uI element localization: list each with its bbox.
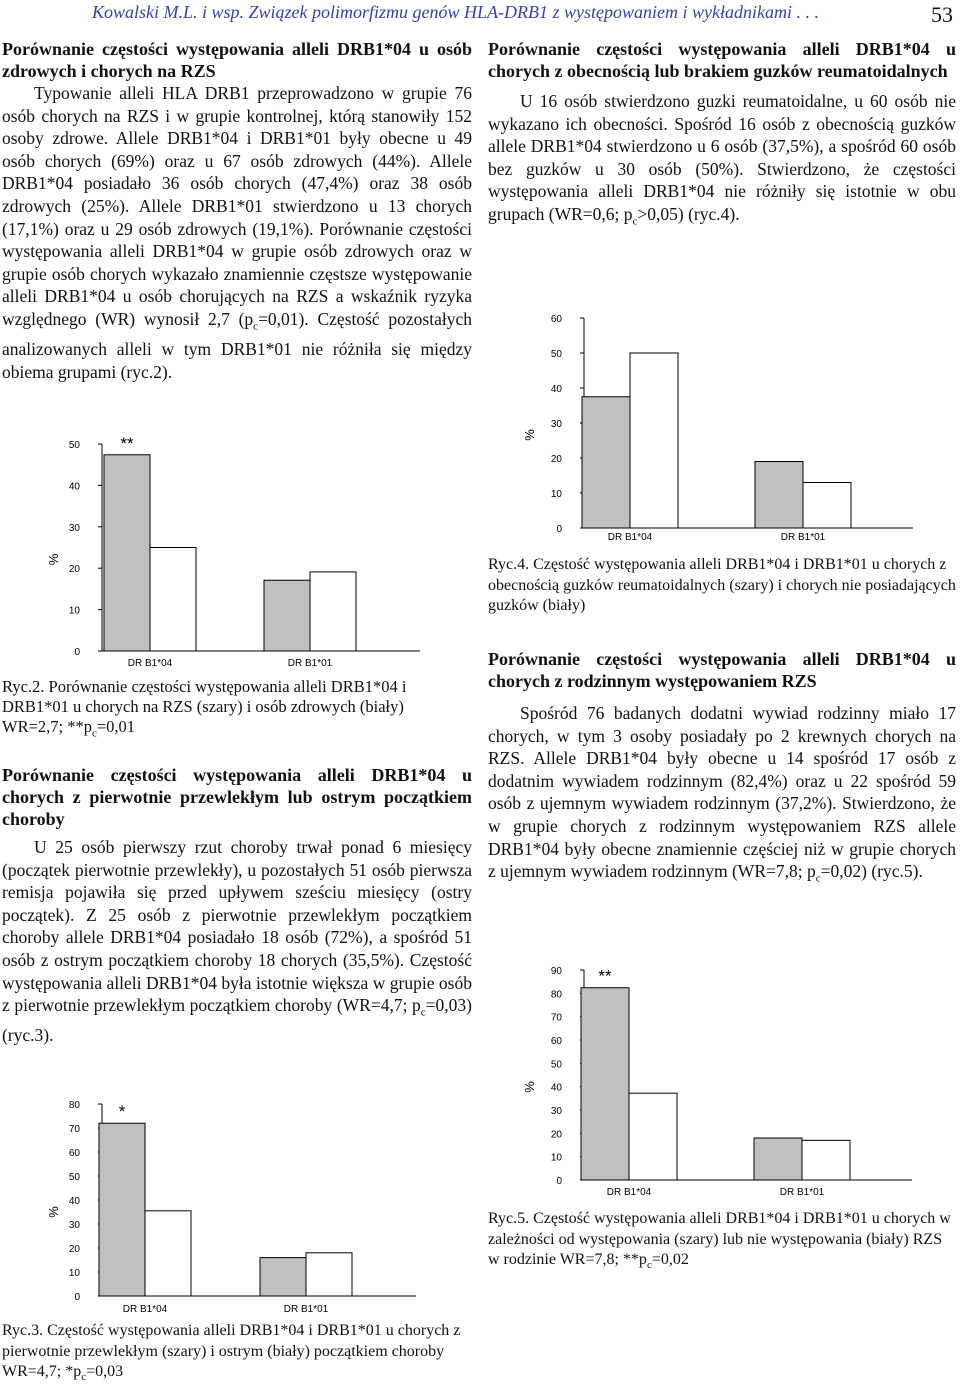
section-heading: Porównanie częstości występowania alleli DRB1*04 u chorych z obecnością lub brakiem guzków reumatoidalnych — [488, 39, 956, 81]
figure-caption-ryc3: Ryc.3. Częstość występowania alleli DRB1*04 i DRB1*01 u chorych z pierwotnie przewlekłym (szary) i ostrym (biały) początkiem choroby WR=4,7; $*p_c=0,03$ — [2, 1322, 461, 1384]
y-tick-label: 70 — [68, 1124, 80, 1135]
y-tick-label: 30 — [550, 419, 562, 430]
y-axis-label: % — [522, 1081, 537, 1093]
y-tick-label: 10 — [550, 489, 562, 500]
figure-caption-ryc2: Ryc.2. Porównanie częstości występowania alleli DRB1*04 i DRB1*01 u chorych na RZS (szary) i osób zdrowych (biały) WR=2,7; $**p_c=0,01$ — [2, 677, 407, 740]
y-tick-label: 0 — [74, 647, 80, 658]
y-tick-label: 50 — [550, 349, 562, 360]
section-heading: Porównanie częstości występowania alleli DRB1*04 u chorych z rodzinnym występowaniem RZS — [488, 649, 956, 691]
chart-ryc2 — [40, 428, 480, 680]
bar — [264, 580, 310, 651]
bar — [310, 572, 356, 651]
significance-marker: ** — [598, 966, 612, 986]
bar — [630, 353, 678, 528]
bar — [260, 1258, 306, 1296]
paragraph: U 16 osób stwierdzono guzki reumatoidalne, u 60 osób nie wykazano ich obecności. Spośród 16 osób z obecnością guzków allele DRB1*04 stwierdzono u 6 osób (37,5%), a spośród 60 osób bez guzków u 30 osób (50%). Stwierdzono, że częstości występowania alleli DRB1*04 nie różniły się istotnie w obu grupach (WR=0,6; $p_c>0,05$) (ryc.4). — [488, 91, 956, 228]
y-tick-label: 90 — [550, 966, 562, 977]
x-tick-label: DR B1*01 — [287, 658, 333, 669]
y-tick-label: 60 — [550, 314, 562, 325]
y-tick-label: 0 — [556, 524, 562, 535]
right-section-1 — [488, 38, 956, 233]
x-tick-label: DR B1*04 — [127, 658, 173, 669]
x-tick-label: DR B1*04 — [606, 1187, 652, 1198]
y-tick-label: 10 — [550, 1152, 562, 1164]
significance-marker: * — [118, 1102, 126, 1122]
x-tick-label: DR B1*01 — [780, 532, 826, 543]
bar — [581, 988, 629, 1180]
running-header — [92, 0, 957, 28]
y-tick-label: 80 — [68, 1100, 80, 1111]
chart-ryc3 — [40, 1092, 480, 1318]
y-tick-label: 30 — [550, 1106, 562, 1117]
bar — [99, 1123, 145, 1296]
bar — [150, 548, 196, 652]
bar — [145, 1211, 191, 1296]
y-tick-label: 50 — [68, 1172, 80, 1183]
chart-ryc5 — [520, 958, 960, 1204]
y-tick-label: 60 — [550, 1036, 562, 1047]
y-tick-label: 10 — [68, 605, 80, 617]
x-tick-label: DR B1*04 — [122, 1304, 168, 1315]
section-heading: Porównanie częstości występowania alleli DRB1*04 u chorych z pierwotnie przewlekłym lub ostrym początkiem choroby — [2, 765, 472, 829]
section-heading: Porównanie częstości występowania alleli DRB1*04 u osób zdrowych i chorych na RZS — [2, 39, 472, 81]
right-section-2 — [488, 648, 956, 890]
y-tick-label: 20 — [550, 454, 562, 465]
y-tick-label: 0 — [74, 1292, 80, 1303]
bar — [754, 1138, 802, 1180]
y-axis-label: % — [46, 553, 61, 566]
y-axis-label: % — [46, 1206, 61, 1218]
y-tick-label: 50 — [68, 440, 80, 451]
y-tick-label: 40 — [550, 384, 562, 395]
y-tick-label: 40 — [68, 481, 80, 493]
bar — [582, 397, 630, 528]
left-section-1 — [2, 38, 472, 383]
significance-marker: ** — [120, 433, 134, 453]
paragraph: Typowanie alleli HLA DRB1 przeprowadzono w grupie 76 osób chorych na RZS i w grupie kontrolnej, którą stanowiły 152 osoby zdrowe. Allele DRB1*04 i DRB1*01 były obecne u 49 osób chorych (69%) oraz u 67 osób zdrowych (44%). Allele DRB1*04 posiadało 36 osób chorych (47,4%) oraz 38 osób zdrowych (25%). Allele DRB1*01 stwierdzono u 13 chorych (17,1%) oraz u 29 osób zdrowych (19,1%). Porównanie częstości występowania alleli DRB1*04 w grupie osób zdrowych oraz w grupie osób chorych wykazało znamiennie częstsze występowanie alleli DRB1*04 u osób chorujących na RZS a wskaźnik ryzyka względnego (WR) wynosił 2,7 $(p_c=0,01)$. Częstość pozostałych analizowanych alleli w tym DRB1*01 nie różniła się między obiema grupami (ryc.2). — [2, 83, 472, 382]
bar — [104, 455, 150, 651]
x-tick-label: DR B1*01 — [283, 1304, 329, 1315]
y-tick-label: 40 — [68, 1196, 80, 1207]
y-tick-label: 20 — [68, 1244, 80, 1255]
chart-ryc4 — [520, 306, 960, 550]
y-tick-label: 80 — [550, 989, 562, 1001]
y-tick-label: 30 — [68, 522, 80, 534]
y-tick-label: 40 — [550, 1082, 562, 1094]
y-tick-label: 20 — [68, 564, 80, 576]
figure-caption-ryc5: Ryc.5. Częstość występowania alleli DRB1*04 i DRB1*01 u chorych w zależności od występowania (szary) lub nie występowania (biały) RZS w rodzinie WR=7,8; $**p_c=0,02$ — [488, 1210, 951, 1272]
bar — [306, 1253, 352, 1296]
bar — [802, 1140, 850, 1180]
y-tick-label: 70 — [550, 1012, 562, 1024]
figure-caption-ryc4: Ryc.4. Częstość występowania alleli DRB1*04 i DRB1*01 u chorych z obecnością guzków reumatoidalnych (szary) i chorych nie posiadających guzków (biały) — [488, 556, 956, 614]
y-axis-label: % — [522, 429, 537, 441]
page-number: 53 — [931, 2, 953, 27]
bar — [755, 462, 803, 529]
left-section-2 — [2, 764, 472, 1047]
y-tick-label: 50 — [550, 1059, 562, 1071]
y-tick-label: 10 — [68, 1268, 80, 1279]
paragraph: U 25 osób pierwszy rzut choroby trwał ponad 6 miesięcy (początek pierwotnie przewlekły), u pozostałych 51 osób pierwsza remisja pojawiła się przed upływem sześciu miesięcy (ostry początek). Z 25 osób z pierwotnie przewlekłym początkiem choroby allele DRB1*04 posiadało 18 osób (72%), a spośród 51 osób z ostrym początkiem choroby 18 chorych (35,5%). Częstość występowania alleli DRB1*04 była istotnie większa w grupie osób z pierwotnie przewlekłym początkiem choroby (WR=4,7; $p_c=0,03$) (ryc.3). — [2, 837, 472, 1046]
y-tick-label: 0 — [556, 1176, 562, 1187]
y-tick-label: 30 — [68, 1220, 80, 1231]
y-tick-label: 20 — [550, 1129, 562, 1141]
running-title: Kowalski M.L. i wsp. Związek polimorfizmu genów HLA-DRB1 z występowaniem i wykładnikami . . . — [92, 2, 819, 22]
x-tick-label: DR B1*01 — [779, 1187, 825, 1198]
bar — [803, 483, 851, 529]
y-tick-label: 60 — [68, 1148, 80, 1159]
x-tick-label: DR B1*04 — [607, 532, 653, 543]
paragraph: Spośród 76 badanych dodatni wywiad rodzinny miało 17 chorych, w tym 3 osoby posiadały po 2 krewnych chorych na RZS. Allele DRB1*04 były obecne u 14 spośród 17 osób z dodatnim wywiadem rodzinnym (82,4%) oraz u 22 spośród 59 osób z ujemnym wywiadem rodzinnym (37,2%). Stwierdzono, że w grupie chorych z rodzinnym występowaniem RZS allele DRB1*04 były obecne znamiennie częściej niż w grupie chorych z ujemnym wywiadem rodzinnym (WR=7,8; $p_c=0,02$) (ryc.5). — [488, 703, 956, 885]
bar — [629, 1093, 677, 1180]
